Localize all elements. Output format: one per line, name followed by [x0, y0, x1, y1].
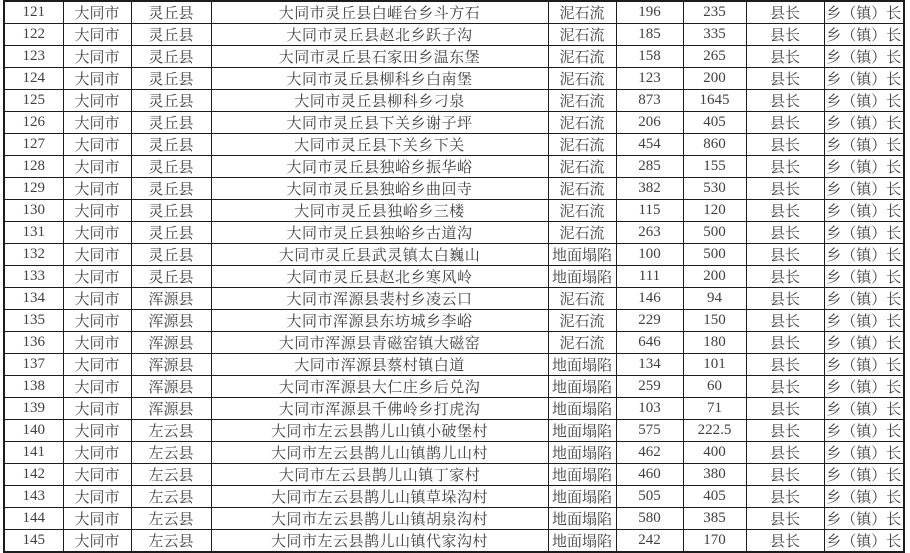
- cell-value-2: 405: [683, 112, 746, 134]
- cell-town-head: 乡（镇）长: [824, 222, 904, 244]
- table-row: [4, 332, 904, 354]
- cell-hazard-site: 大同市左云县鹊儿山镇草垛沟村: [211, 486, 548, 508]
- cell-city: 大同市: [63, 310, 131, 332]
- cell-hazard-site: 大同市左云县鹊儿山镇胡泉沟村: [211, 508, 548, 530]
- cell-county: 灵丘县: [131, 178, 211, 200]
- cell-county-head: 县长: [746, 376, 824, 398]
- cell-hazard-site: 大同市灵丘县武灵镇太白巍山: [211, 244, 548, 266]
- cell-hazard-type: 泥石流: [548, 200, 616, 222]
- cell-county-head: 县长: [746, 354, 824, 376]
- cell-county: 左云县: [131, 486, 211, 508]
- cell-value-1: 100: [616, 244, 683, 266]
- cell-hazard-type: 地面塌陷: [548, 398, 616, 420]
- table-row: [4, 288, 904, 310]
- cell-town-head: 乡（镇）长: [824, 266, 904, 288]
- table-row: [4, 156, 904, 178]
- cell-value-2: 71: [683, 398, 746, 420]
- cell-value-1: 575: [616, 420, 683, 442]
- cell-town-head: 乡（镇）长: [824, 134, 904, 156]
- cell-town-head: 乡（镇）长: [824, 156, 904, 178]
- cell-county-head: 县长: [746, 244, 824, 266]
- cell-city: 大同市: [63, 266, 131, 288]
- cell-county-head: 县长: [746, 332, 824, 354]
- cell-hazard-site: 大同市浑源县青磁窑镇大磁窑: [211, 332, 548, 354]
- table-row: [4, 420, 904, 442]
- cell-town-head: 乡（镇）长: [824, 1, 904, 24]
- cell-town-head: 乡（镇）长: [824, 530, 904, 553]
- cell-county: 灵丘县: [131, 134, 211, 156]
- cell-row-number: 126: [4, 112, 63, 134]
- cell-value-2: 500: [683, 222, 746, 244]
- cell-town-head: 乡（镇）长: [824, 244, 904, 266]
- cell-city: 大同市: [63, 376, 131, 398]
- cell-county-head: 县长: [746, 200, 824, 222]
- cell-county: 灵丘县: [131, 46, 211, 68]
- cell-town-head: 乡（镇）长: [824, 288, 904, 310]
- cell-value-1: 196: [616, 1, 683, 24]
- cell-city: 大同市: [63, 508, 131, 530]
- cell-value-2: 860: [683, 134, 746, 156]
- cell-county: 灵丘县: [131, 222, 211, 244]
- cell-row-number: 127: [4, 134, 63, 156]
- cell-value-1: 103: [616, 398, 683, 420]
- table-row: [4, 376, 904, 398]
- cell-value-1: 460: [616, 464, 683, 486]
- cell-county-head: 县长: [746, 112, 824, 134]
- cell-hazard-type: 泥石流: [548, 68, 616, 90]
- cell-row-number: 124: [4, 68, 63, 90]
- table-body: [4, 1, 904, 552]
- cell-city: 大同市: [63, 24, 131, 46]
- cell-hazard-site: 大同市灵丘县下关乡下关: [211, 134, 548, 156]
- cell-value-1: 873: [616, 90, 683, 112]
- cell-city: 大同市: [63, 244, 131, 266]
- cell-town-head: 乡（镇）长: [824, 112, 904, 134]
- table-row: [4, 24, 904, 46]
- cell-county-head: 县长: [746, 24, 824, 46]
- cell-value-2: 335: [683, 24, 746, 46]
- cell-hazard-site: 大同市灵丘县白崕台乡斗方石: [211, 1, 548, 24]
- cell-county-head: 县长: [746, 1, 824, 24]
- cell-town-head: 乡（镇）长: [824, 332, 904, 354]
- table-row: [4, 354, 904, 376]
- cell-hazard-site: 大同市左云县鹊儿山镇小破堡村: [211, 420, 548, 442]
- cell-city: 大同市: [63, 354, 131, 376]
- cell-town-head: 乡（镇）长: [824, 24, 904, 46]
- cell-row-number: 131: [4, 222, 63, 244]
- cell-row-number: 135: [4, 310, 63, 332]
- cell-hazard-site: 大同市浑源县大仁庄乡后兑沟: [211, 376, 548, 398]
- cell-hazard-site: 大同市灵丘县赵北乡寒风岭: [211, 266, 548, 288]
- cell-value-2: 380: [683, 464, 746, 486]
- cell-city: 大同市: [63, 464, 131, 486]
- cell-value-2: 405: [683, 486, 746, 508]
- cell-town-head: 乡（镇）长: [824, 90, 904, 112]
- cell-hazard-type: 泥石流: [548, 288, 616, 310]
- cell-value-2: 94: [683, 288, 746, 310]
- table-row: [4, 90, 904, 112]
- cell-row-number: 140: [4, 420, 63, 442]
- cell-value-1: 115: [616, 200, 683, 222]
- cell-county-head: 县长: [746, 90, 824, 112]
- cell-county-head: 县长: [746, 134, 824, 156]
- cell-county: 灵丘县: [131, 24, 211, 46]
- cell-hazard-site: 大同市灵丘县柳科乡白南堡: [211, 68, 548, 90]
- cell-row-number: 122: [4, 24, 63, 46]
- cell-value-1: 263: [616, 222, 683, 244]
- cell-hazard-site: 大同市灵丘县独峪乡三楼: [211, 200, 548, 222]
- cell-value-1: 111: [616, 266, 683, 288]
- table-row: [4, 112, 904, 134]
- table-row: [4, 486, 904, 508]
- cell-hazard-type: 泥石流: [548, 1, 616, 24]
- cell-value-1: 229: [616, 310, 683, 332]
- cell-county-head: 县长: [746, 266, 824, 288]
- cell-hazard-type: 地面塌陷: [548, 244, 616, 266]
- cell-hazard-type: 泥石流: [548, 332, 616, 354]
- cell-county-head: 县长: [746, 310, 824, 332]
- cell-county-head: 县长: [746, 420, 824, 442]
- cell-value-2: 200: [683, 68, 746, 90]
- cell-hazard-site: 大同市左云县鹊儿山镇鹊儿山村: [211, 442, 548, 464]
- cell-county: 左云县: [131, 508, 211, 530]
- cell-county: 灵丘县: [131, 1, 211, 24]
- cell-county-head: 县长: [746, 178, 824, 200]
- cell-town-head: 乡（镇）长: [824, 508, 904, 530]
- cell-hazard-type: 地面塌陷: [548, 354, 616, 376]
- cell-county: 浑源县: [131, 288, 211, 310]
- cell-hazard-site: 大同市左云县鹊儿山镇丁家村: [211, 464, 548, 486]
- cell-row-number: 129: [4, 178, 63, 200]
- cell-value-1: 285: [616, 156, 683, 178]
- table-row: [4, 530, 904, 553]
- cell-county: 灵丘县: [131, 266, 211, 288]
- cell-city: 大同市: [63, 178, 131, 200]
- cell-value-2: 385: [683, 508, 746, 530]
- cell-hazard-type: 地面塌陷: [548, 420, 616, 442]
- cell-county: 浑源县: [131, 398, 211, 420]
- cell-value-1: 382: [616, 178, 683, 200]
- cell-value-2: 180: [683, 332, 746, 354]
- cell-hazard-type: 泥石流: [548, 90, 616, 112]
- cell-city: 大同市: [63, 486, 131, 508]
- cell-row-number: 141: [4, 442, 63, 464]
- cell-value-2: 60: [683, 376, 746, 398]
- cell-hazard-type: 地面塌陷: [548, 266, 616, 288]
- cell-city: 大同市: [63, 398, 131, 420]
- cell-hazard-type: 地面塌陷: [548, 486, 616, 508]
- cell-value-1: 242: [616, 530, 683, 553]
- cell-county-head: 县长: [746, 530, 824, 553]
- cell-county: 左云县: [131, 530, 211, 553]
- cell-value-1: 158: [616, 46, 683, 68]
- cell-hazard-site: 大同市左云县鹊儿山镇代家沟村: [211, 530, 548, 553]
- table-row: [4, 222, 904, 244]
- cell-county: 灵丘县: [131, 68, 211, 90]
- cell-hazard-type: 泥石流: [548, 156, 616, 178]
- cell-value-1: 646: [616, 332, 683, 354]
- cell-value-2: 530: [683, 178, 746, 200]
- cell-row-number: 123: [4, 46, 63, 68]
- cell-city: 大同市: [63, 90, 131, 112]
- cell-value-2: 222.5: [683, 420, 746, 442]
- cell-town-head: 乡（镇）长: [824, 486, 904, 508]
- cell-town-head: 乡（镇）长: [824, 46, 904, 68]
- cell-county-head: 县长: [746, 508, 824, 530]
- cell-hazard-type: 泥石流: [548, 178, 616, 200]
- cell-city: 大同市: [63, 68, 131, 90]
- cell-county-head: 县长: [746, 464, 824, 486]
- cell-value-1: 580: [616, 508, 683, 530]
- cell-value-1: 462: [616, 442, 683, 464]
- cell-town-head: 乡（镇）长: [824, 464, 904, 486]
- cell-row-number: 130: [4, 200, 63, 222]
- cell-row-number: 142: [4, 464, 63, 486]
- cell-city: 大同市: [63, 530, 131, 553]
- cell-county: 浑源县: [131, 332, 211, 354]
- cell-town-head: 乡（镇）长: [824, 354, 904, 376]
- cell-hazard-site: 大同市灵丘县赵北乡跃子沟: [211, 24, 548, 46]
- cell-value-2: 200: [683, 266, 746, 288]
- cell-row-number: 132: [4, 244, 63, 266]
- cell-county: 灵丘县: [131, 200, 211, 222]
- cell-county-head: 县长: [746, 398, 824, 420]
- table-row: [4, 266, 904, 288]
- table-row: [4, 134, 904, 156]
- cell-hazard-site: 大同市浑源县千佛岭乡打虎沟: [211, 398, 548, 420]
- cell-county-head: 县长: [746, 288, 824, 310]
- table-row: [4, 1, 904, 24]
- cell-row-number: 128: [4, 156, 63, 178]
- cell-county-head: 县长: [746, 68, 824, 90]
- cell-city: 大同市: [63, 442, 131, 464]
- cell-value-2: 235: [683, 1, 746, 24]
- cell-county-head: 县长: [746, 222, 824, 244]
- cell-value-2: 150: [683, 310, 746, 332]
- table-row: [4, 508, 904, 530]
- cell-hazard-type: 泥石流: [548, 134, 616, 156]
- cell-county: 浑源县: [131, 310, 211, 332]
- cell-value-2: 120: [683, 200, 746, 222]
- cell-row-number: 143: [4, 486, 63, 508]
- hazard-table: [3, 0, 905, 553]
- cell-town-head: 乡（镇）长: [824, 398, 904, 420]
- cell-row-number: 121: [4, 1, 63, 24]
- cell-county-head: 县长: [746, 46, 824, 68]
- cell-value-1: 505: [616, 486, 683, 508]
- table-row: [4, 46, 904, 68]
- cell-city: 大同市: [63, 1, 131, 24]
- cell-city: 大同市: [63, 288, 131, 310]
- cell-hazard-type: 泥石流: [548, 112, 616, 134]
- cell-value-2: 265: [683, 46, 746, 68]
- cell-row-number: 145: [4, 530, 63, 553]
- cell-hazard-site: 大同市浑源县东坊城乡李峪: [211, 310, 548, 332]
- cell-hazard-type: 泥石流: [548, 222, 616, 244]
- cell-county: 左云县: [131, 420, 211, 442]
- cell-value-2: 400: [683, 442, 746, 464]
- cell-row-number: 125: [4, 90, 63, 112]
- cell-city: 大同市: [63, 156, 131, 178]
- cell-city: 大同市: [63, 134, 131, 156]
- cell-value-2: 170: [683, 530, 746, 553]
- cell-hazard-type: 地面塌陷: [548, 442, 616, 464]
- table-row: [4, 310, 904, 332]
- cell-hazard-type: 地面塌陷: [548, 464, 616, 486]
- cell-value-2: 101: [683, 354, 746, 376]
- table-row: [4, 200, 904, 222]
- cell-hazard-site: 大同市灵丘县独峪乡曲回寺: [211, 178, 548, 200]
- cell-hazard-type: 泥石流: [548, 46, 616, 68]
- cell-county-head: 县长: [746, 156, 824, 178]
- cell-row-number: 136: [4, 332, 63, 354]
- cell-hazard-site: 大同市浑源县蔡村镇白道: [211, 354, 548, 376]
- cell-hazard-type: 地面塌陷: [548, 530, 616, 553]
- cell-county: 灵丘县: [131, 244, 211, 266]
- cell-town-head: 乡（镇）长: [824, 442, 904, 464]
- cell-town-head: 乡（镇）长: [824, 200, 904, 222]
- cell-value-1: 206: [616, 112, 683, 134]
- cell-county: 左云县: [131, 442, 211, 464]
- cell-county: 灵丘县: [131, 90, 211, 112]
- cell-value-1: 134: [616, 354, 683, 376]
- cell-town-head: 乡（镇）长: [824, 420, 904, 442]
- cell-row-number: 134: [4, 288, 63, 310]
- cell-hazard-site: 大同市灵丘县独峪乡古道沟: [211, 222, 548, 244]
- cell-row-number: 138: [4, 376, 63, 398]
- cell-city: 大同市: [63, 46, 131, 68]
- cell-row-number: 137: [4, 354, 63, 376]
- cell-row-number: 139: [4, 398, 63, 420]
- table-row: [4, 68, 904, 90]
- cell-county: 浑源县: [131, 376, 211, 398]
- table-row: [4, 244, 904, 266]
- cell-value-1: 123: [616, 68, 683, 90]
- table-row: [4, 442, 904, 464]
- cell-value-1: 146: [616, 288, 683, 310]
- cell-county-head: 县长: [746, 486, 824, 508]
- table-row: [4, 464, 904, 486]
- cell-town-head: 乡（镇）长: [824, 310, 904, 332]
- cell-city: 大同市: [63, 332, 131, 354]
- cell-town-head: 乡（镇）长: [824, 178, 904, 200]
- cell-hazard-site: 大同市灵丘县石家田乡温东堡: [211, 46, 548, 68]
- cell-city: 大同市: [63, 200, 131, 222]
- cell-hazard-site: 大同市灵丘县下关乡谢子坪: [211, 112, 548, 134]
- cell-hazard-site: 大同市浑源县裴村乡凌云口: [211, 288, 548, 310]
- cell-hazard-type: 泥石流: [548, 310, 616, 332]
- cell-value-2: 155: [683, 156, 746, 178]
- cell-county: 灵丘县: [131, 156, 211, 178]
- cell-county-head: 县长: [746, 442, 824, 464]
- cell-hazard-type: 地面塌陷: [548, 376, 616, 398]
- cell-city: 大同市: [63, 420, 131, 442]
- table-row: [4, 178, 904, 200]
- cell-town-head: 乡（镇）长: [824, 68, 904, 90]
- cell-value-1: 259: [616, 376, 683, 398]
- cell-row-number: 144: [4, 508, 63, 530]
- cell-hazard-site: 大同市灵丘县柳科乡刁泉: [211, 90, 548, 112]
- cell-county: 左云县: [131, 464, 211, 486]
- table-row: [4, 398, 904, 420]
- cell-value-1: 454: [616, 134, 683, 156]
- cell-county: 灵丘县: [131, 112, 211, 134]
- cell-value-2: 1645: [683, 90, 746, 112]
- cell-value-1: 185: [616, 24, 683, 46]
- cell-hazard-site: 大同市灵丘县独峪乡振华峪: [211, 156, 548, 178]
- cell-hazard-type: 泥石流: [548, 24, 616, 46]
- cell-town-head: 乡（镇）长: [824, 376, 904, 398]
- cell-city: 大同市: [63, 112, 131, 134]
- cell-hazard-type: 地面塌陷: [548, 508, 616, 530]
- cell-row-number: 133: [4, 266, 63, 288]
- cell-city: 大同市: [63, 222, 131, 244]
- cell-county: 浑源县: [131, 354, 211, 376]
- cell-value-2: 500: [683, 244, 746, 266]
